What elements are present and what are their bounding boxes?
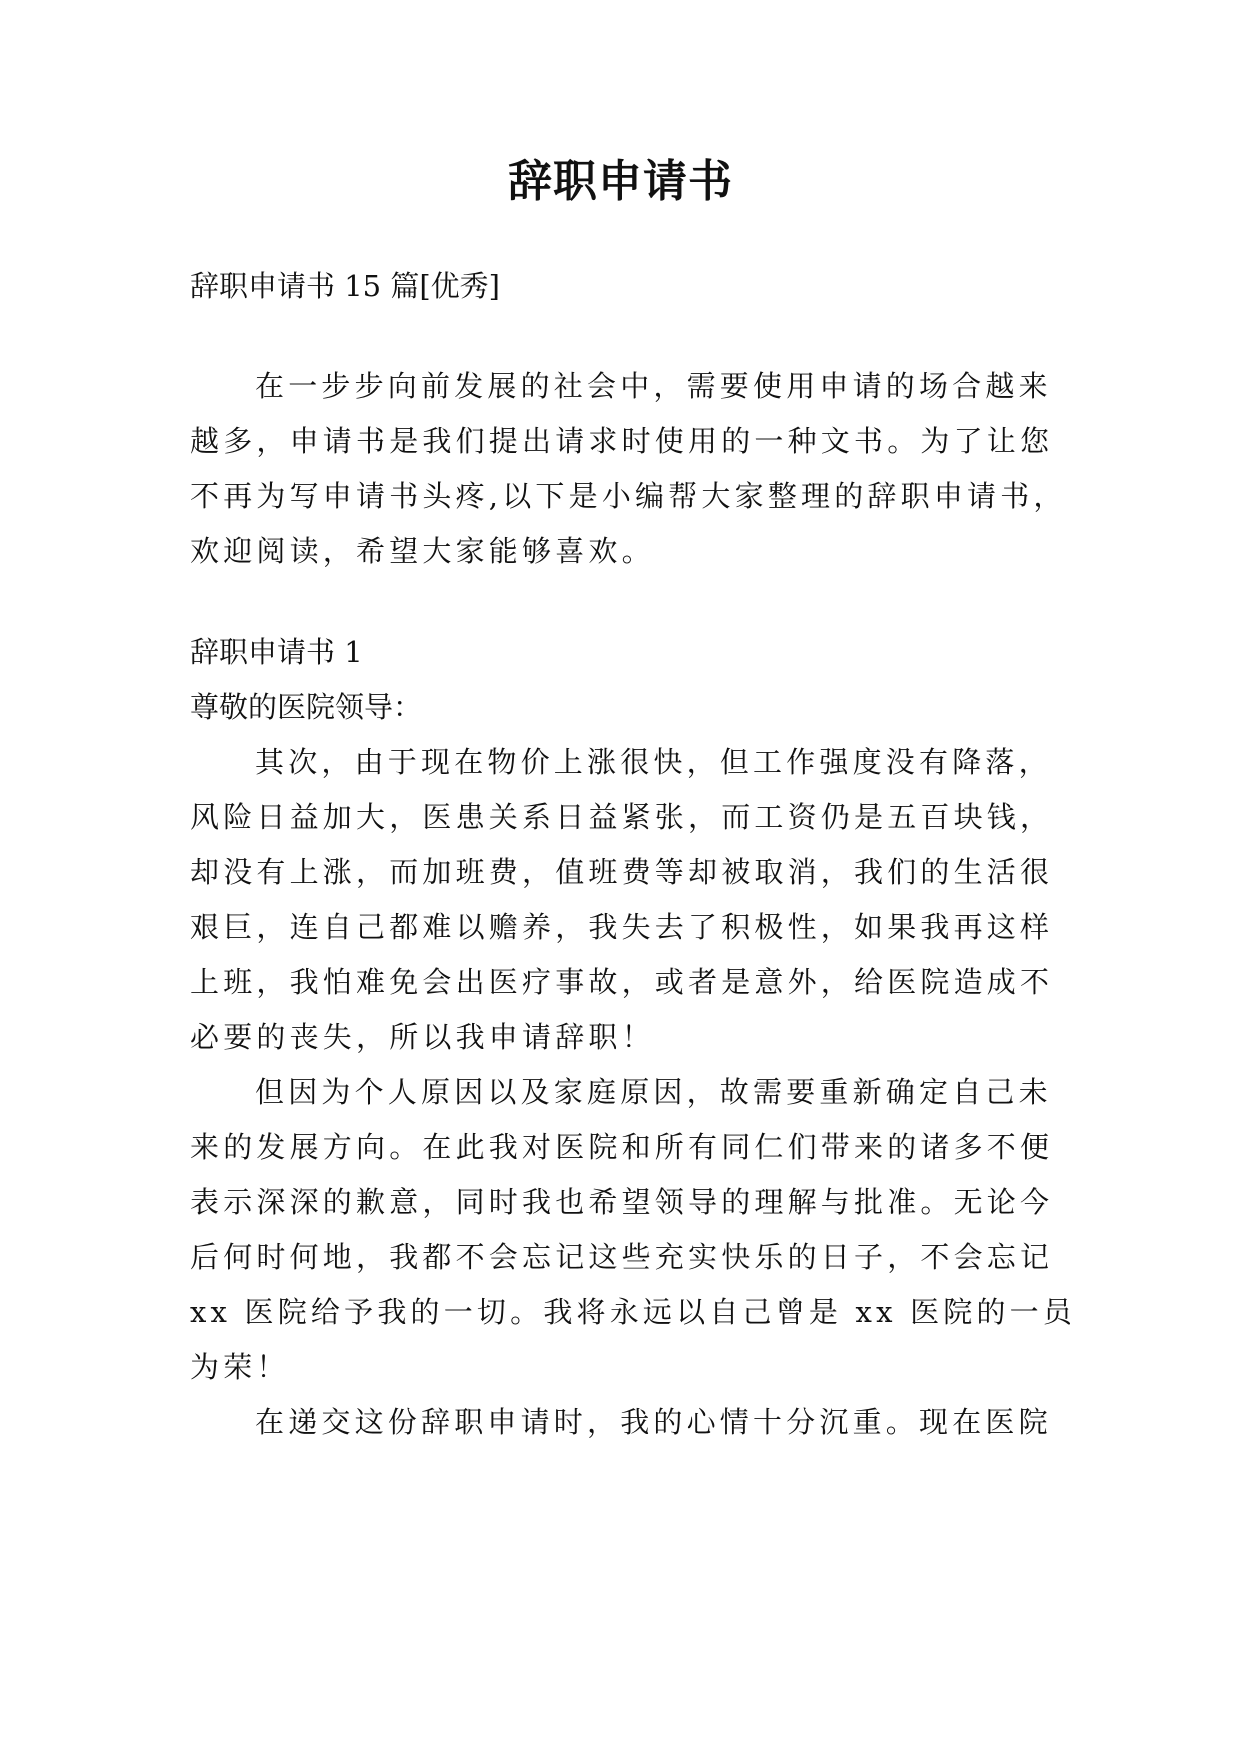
- body-line: 风险日益加大，医患关系日益紧张，而工资仍是五百块钱，: [190, 800, 1054, 834]
- body-line: 为荣！: [190, 1350, 290, 1384]
- body-line: 但因为个人原因以及家庭原因，故需要重新确定自己未: [255, 1075, 1052, 1109]
- body-line: 上班，我怕难免会出医疗事故，或者是意外，给医院造成不: [190, 965, 1054, 999]
- intro-line: 欢迎阅读，希望大家能够喜欢。: [190, 534, 655, 568]
- intro-line: 在一步步向前发展的社会中，需要使用申请的场合越来: [255, 369, 1052, 403]
- body-line: 其次，由于现在物价上涨很快，但工作强度没有降落，: [255, 745, 1052, 779]
- document-subtitle: 辞职申请书 15 篇[优秀]: [190, 269, 500, 303]
- body-line: 却没有上涨，而加班费，值班费等却被取消，我们的生活很: [190, 855, 1054, 889]
- body-line: 来的发展方向。在此我对医院和所有同仁们带来的诸多不便: [190, 1130, 1054, 1164]
- body-line: 后何时何地，我都不会忘记这些充实快乐的日子，不会忘记: [190, 1240, 1054, 1274]
- salutation: 尊敬的医院领导：: [190, 690, 423, 724]
- section-heading: 辞职申请书 1: [190, 635, 363, 669]
- body-line: 在递交这份辞职申请时，我的心情十分沉重。现在医院: [255, 1405, 1052, 1439]
- intro-line: 越多，申请书是我们提出请求时使用的一种文书。为了让您: [190, 424, 1054, 458]
- body-line: 必要的丧失，所以我申请辞职！: [190, 1020, 655, 1054]
- body-line: 表示深深的歉意，同时我也希望领导的理解与批准。无论今: [190, 1185, 1054, 1219]
- intro-line: 不再为写申请书头疼,以下是小编帮大家整理的辞职申请书，: [190, 479, 1067, 513]
- body-line: xx 医院给予我的一切。我将永远以自己曾是 xx 医院的一员: [190, 1295, 1077, 1329]
- body-line: 艰巨，连自己都难以赡养，我失去了积极性，如果我再这样: [190, 910, 1054, 944]
- document-title: 辞职申请书: [508, 156, 733, 207]
